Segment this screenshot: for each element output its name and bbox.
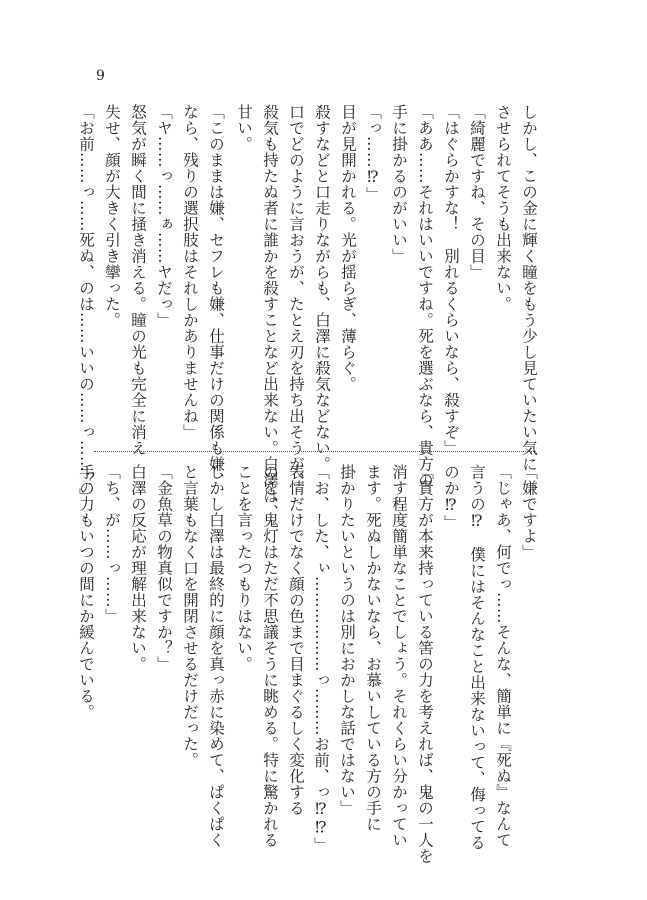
text-line: 殺気も持たぬ者に誰かを殺すことなど出来ない。白澤は、 — [261, 104, 279, 520]
text-line: 怒気が瞬く間に掻き消える。瞳の光も完全に消え — [129, 104, 147, 456]
text-line: 表情だけでなく顔の色まで目まぐるしく変化する — [287, 464, 305, 816]
text-line: させられてそうも出来ない。 — [494, 104, 512, 312]
text-line: 「っ……⁉」 — [364, 104, 382, 203]
text-line: 言うの⁉ 僕にはそんなこと出来ないって、侮ってる — [468, 464, 486, 851]
page-number: 9 — [96, 68, 105, 84]
text-line: のか⁉」 — [442, 464, 460, 531]
text-line: 「嫌ですよ」 — [520, 464, 538, 560]
top-paragraph-group-right — [360, 104, 542, 488]
text-line: ことを言ったつもりはない。 — [235, 464, 253, 672]
text-line: 「貴方が本来持っている筈の力を考えれば、鬼の一人を — [416, 464, 434, 864]
text-line: 「お、した、ぃ………………っ………お前、っ⁉⁉」 — [312, 464, 330, 853]
text-line: しかし白澤は最終的に顔を真っ赤に染めて、ぱくぱく — [207, 464, 225, 848]
text-line: 手の力もいつの間にか緩んでいる。 — [77, 464, 95, 720]
text-line: 掛かりたいというのは別におかしな話ではない」 — [338, 464, 356, 816]
text-line: 「ああ……それはいいですね。死を選ぶなら、貴方の — [416, 104, 434, 488]
text-line: のを、鬼灯はただ不思議そうに眺める。特に驚かれる — [261, 464, 279, 848]
bottom-paragraph-group-left — [73, 464, 229, 848]
text-line: ます。死ぬしかないなら、お慕いしている方の手に — [364, 464, 382, 832]
text-line: 「このままは嫌、セフレも嫌、仕事だけの関係も嫌、 — [207, 104, 225, 488]
text-line: 「金魚草の物真似ですか？」 — [155, 464, 173, 672]
text-line: 消す程度簡単なことでしょう。それくらい分かってい — [390, 464, 408, 848]
bottom-paragraph-group-middle — [231, 464, 309, 848]
text-line: 白澤の反応が理解出来ない。 — [129, 464, 147, 672]
text-line: 「はぐらかすな！ 別れるくらいなら、殺すぞ」 — [442, 104, 460, 456]
text-line: 「ち、が……っ……」 — [103, 464, 121, 624]
text-line: と言葉もなく口を開閉させるだけだった。 — [181, 464, 199, 768]
text-line: 甘い。 — [235, 104, 253, 152]
text-line: なら、残りの選択肢はそれしかありませんね」 — [181, 104, 199, 440]
text-line: 口でどのように言おうが、たとえ刃を持ち出そうが、 — [287, 104, 305, 488]
section-divider — [94, 451, 536, 452]
bottom-paragraph-group-right — [308, 464, 542, 864]
text-line: 手に掛かるのがいい」 — [390, 104, 408, 264]
text-line: 「お前……っ……死ぬ、のは……いいの……っ……？」 — [77, 104, 95, 504]
text-line: 「じゃあ、何でっ……そんな、簡単に『死ぬ』なんて — [494, 464, 512, 848]
top-paragraph-group-left — [73, 104, 229, 504]
text-line: 目が見開かれる。光が揺らぎ、薄らぐ。 — [339, 104, 357, 392]
text-line: 失せ、顔が大きく引き攣った。 — [103, 104, 121, 328]
text-line: 殺すなどと口走りながらも、白澤に殺気などない。 — [313, 104, 331, 472]
text-line: しかし、この金に輝く瞳をもう少し見ていたい気に — [520, 104, 538, 472]
text-line: 「綺麗ですね、その目」 — [468, 104, 486, 280]
top-paragraph-group-middle — [231, 104, 361, 520]
text-line: 「ヤ……っ……ぁ……ヤだっ」 — [155, 104, 173, 328]
